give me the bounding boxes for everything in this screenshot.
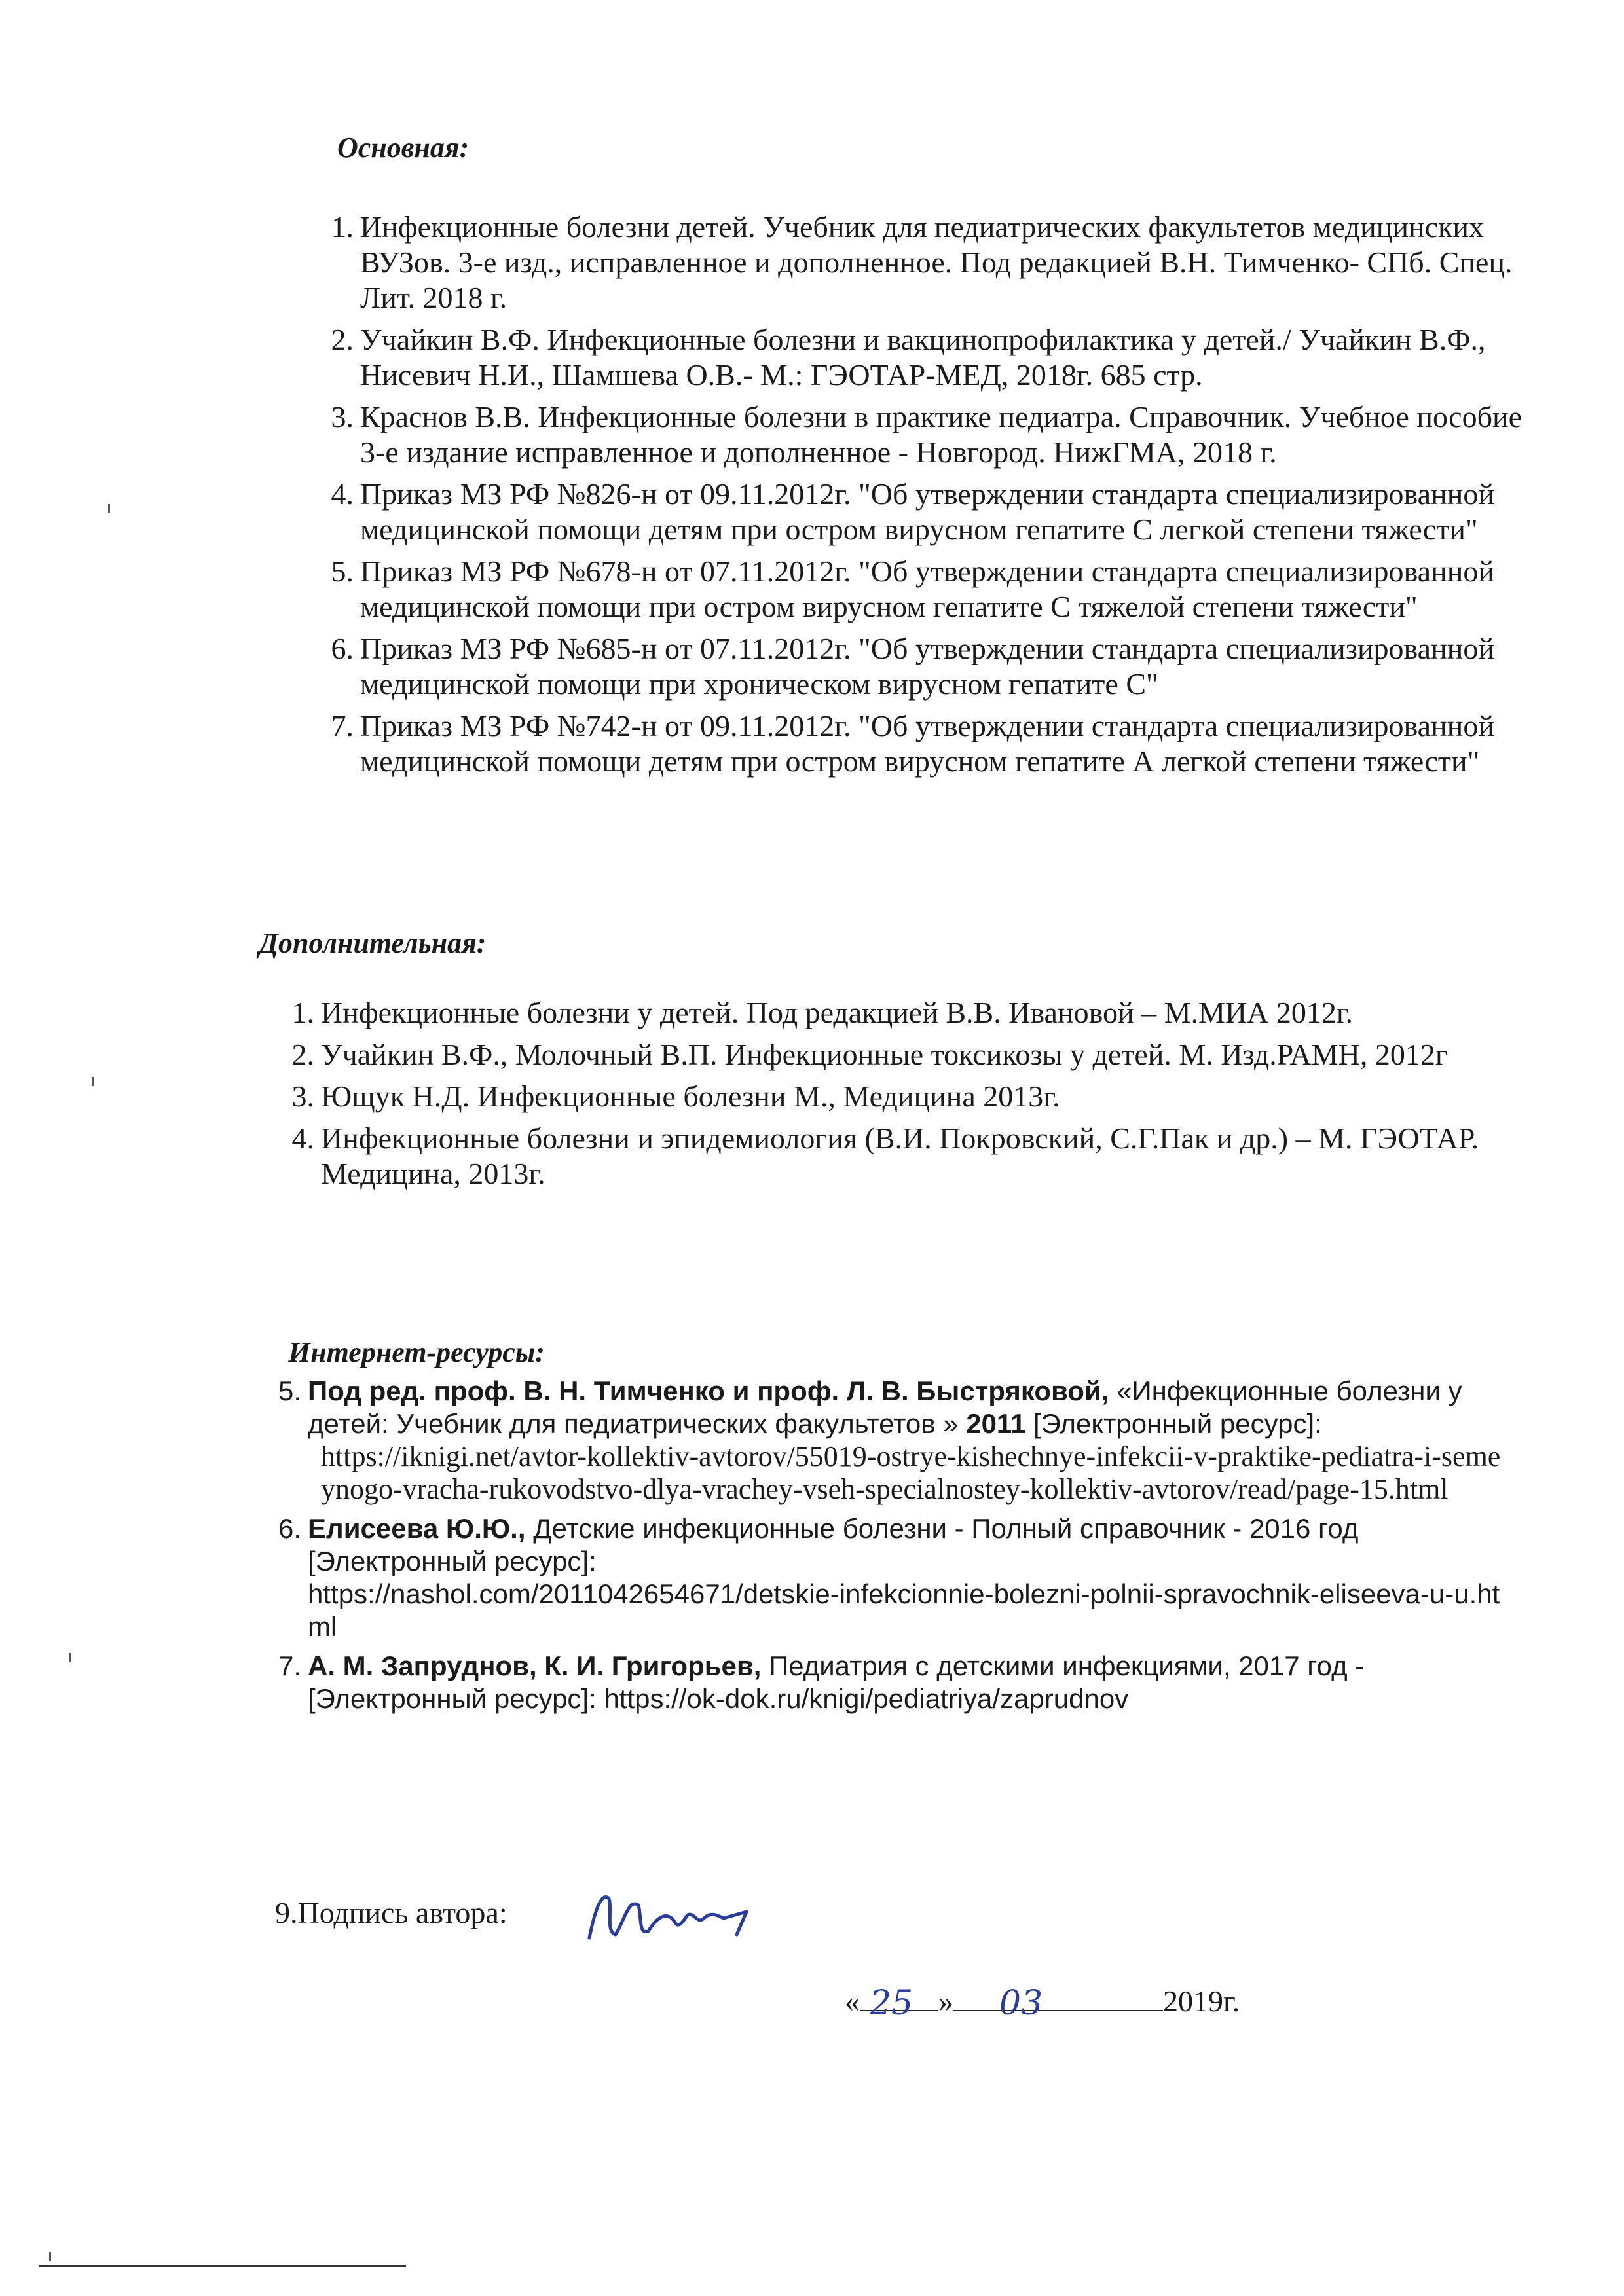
list-item: 5. Под ред. проф. В. Н. Тимченко и проф. Л. В. Быстряковой, «Инфекционные болезни у детей: Учебник для педиатрических факультетов » 2011 [Электронный ресурс]: https://iknigi.net/avtor-kollektiv-avtorov/55019-ostrye-kishechnye-infekcii-v-praktike-pediatra-i-semeynogo-vracha-rukovodstvo-dlya-vrachey-vseh-specialnostey-kollektiv-avtorov/read/page-15.html [262,1375,1506,1506]
main-literature-heading: Основная: [337,132,470,164]
footer-rule [39,2265,406,2267]
margin-mark [69,1653,71,1662]
list-item: 1. Инфекционные болезни детей. Учебник для педиатрических факультетов медицинских ВУЗов. 3-е изд., исправленное и дополненное. Под редакцией В.Н. Тимченко- СПб. Спец. Лит. 2018 г. [331,210,1513,314]
margin-mark [108,504,110,513]
handwritten-month: 03 [999,1984,1043,2023]
list-item: 2. Учайкин В.Ф., Молочный В.П. Инфекционные токсикозы у детей. М. Изд.РАМН, 2012г [291,1038,1448,1071]
list-item: 3. Ющук Н.Д. Инфекционные болезни М., Медицина 2013г. [291,1080,1060,1113]
signature-date: « 25 » 03 2019г. [845,1984,1240,2023]
list-item: 4. Инфекционные болезни и эпидемиология (В.И. Покровский, С.Г.Пак и др.) – М. ГЭОТАР. Медицина, 2013г. [291,1121,1479,1190]
list-item: 3. Краснов В.В. Инфекционные болезни в практике педиатра. Справочник. Учебное пособие 3-е издание исправленное и дополненное - Новгород. НижГМА, 2018 г. [331,400,1522,469]
list-item: 4. Приказ МЗ РФ №826-н от 09.11.2012г. "Об утверждении стандарта специализированной медицинской помощи детям при остром вирусном гепатите С легкой степени тяжести" [331,477,1494,546]
resource-url[interactable]: https://iknigi.net/avtor-kollektiv-avtorov/55019-ostrye-kishechnye-infekcii-v-praktike-pediatra-i-semeynogo-vracha-rukovodstvo-dlya-vrachey-vseh-specialnostey-kollektiv-avtorov/read/page-15.html [321,1440,1501,1505]
list-item: 5. Приказ МЗ РФ №678-н от 07.11.2012г. "Об утверждении стандарта специализированной медицинской помощи при остром вирусном гепатите С тяжелой степени тяжести" [331,555,1494,623]
margin-mark [92,1077,94,1086]
list-item: 7. А. М. Запруднов, К. И. Григорьев, Педиатрия с детскими инфекциями, 2017 год - [Электронный ресурс]: https://ok-dok.ru/knigi/pediatriya/zaprudnov [278,1650,1365,1714]
internet-resources-heading: Интернет-ресурсы: [288,1336,545,1368]
list-item: 6. Елисеева Ю.Ю., Детские инфекционные болезни - Полный справочник - 2016 год [Электронный ресурс]: https://nashol.com/2011042654671/detskie-infekcionnie-bolezni-polnii-spravochnik-eliseeva-u-u.html [262,1512,1506,1643]
day-blank [860,1984,938,2023]
list-item: 7. Приказ МЗ РФ №742-н от 09.11.2012г. "Об утверждении стандарта специализированной медицинской помощи детям при остром вирусном гепатите А легкой степени тяжести" [331,709,1494,778]
list-item: 2. Учайкин В.Ф. Инфекционные болезни и вакцинопрофилактика у детей./ Учайкин В.Ф., Нисевич Н.И., Шамшева О.В.- М.: ГЭОТАР-МЕД, 2018г. 685 стр. [331,323,1486,392]
author-signature-label: 9.Подпись автора: [275,1896,507,1929]
internet-resources-list [262,1375,1506,1722]
list-item: 6. Приказ МЗ РФ №685-н от 07.11.2012г. "Об утверждении стандарта специализированной медицинской помощи при хроническом вирусном гепатите С" [331,632,1494,701]
additional-literature-heading: Дополнительная: [259,927,487,959]
list-item: 1. Инфекционные болезни у детей. Под редакцией В.В. Ивановой – М.МИА 2012г. [291,996,1354,1029]
main-literature-list [314,210,1545,786]
handwritten-signature [576,1879,786,1958]
resource-url[interactable]: https://nashol.com/2011042654671/detskie-infekcionnie-bolezni-polnii-spravochnik-eliseeva-u-u.html [308,1578,1500,1642]
handwritten-day: 25 [870,1984,913,2023]
additional-literature-list [275,995,1506,1198]
margin-mark [49,2252,51,2261]
